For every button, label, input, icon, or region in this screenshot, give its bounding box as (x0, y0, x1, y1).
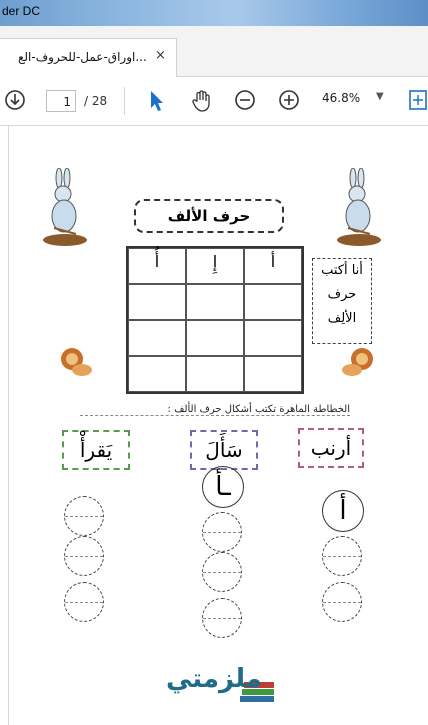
side-note-line: الألِف (327, 311, 357, 326)
page-total: / 28 (84, 94, 108, 108)
word-box: أرنب (298, 428, 364, 468)
grid-cell (186, 284, 244, 320)
toolbar-divider (124, 87, 125, 115)
zoom-select[interactable] (322, 91, 392, 111)
side-note-box (312, 258, 372, 344)
grid-cell: إِ (186, 248, 244, 284)
practice-circle (322, 536, 362, 576)
instruction-text: الخطاطة الماهرة تكتب أشكال حرف الألف : (80, 404, 350, 416)
grid-cell (244, 356, 302, 392)
grid-cell (186, 356, 244, 392)
practice-circle (202, 552, 242, 592)
zoom-out-icon[interactable] (234, 89, 256, 111)
grid-cell (186, 320, 244, 356)
word-box: يَقرأْ (62, 430, 130, 470)
grid-cell (128, 284, 186, 320)
grid-cell: أ (244, 248, 302, 284)
zoom-in-icon[interactable] (278, 89, 300, 111)
rabbit-illustration (334, 168, 384, 248)
hand-tool-icon[interactable] (190, 89, 214, 113)
practice-circle (64, 536, 104, 576)
worksheet-title: حرف الألف (134, 199, 284, 233)
select-cursor-icon[interactable] (148, 89, 166, 113)
page-border (8, 126, 9, 725)
tab-label: اوراق-عمل-للحروف-الع... (18, 50, 147, 64)
zoom-value: 46.8% (322, 91, 361, 105)
word-box: سَأَلَ (190, 430, 258, 470)
grid-cell: أُ (128, 248, 186, 284)
side-note-line: أنا أكتب (321, 263, 363, 278)
practice-circle (202, 512, 242, 552)
practice-circle (64, 582, 104, 622)
practice-circle (202, 598, 242, 638)
toolbar (0, 77, 428, 126)
close-icon[interactable]: × (155, 48, 166, 63)
rabbit-illustration (40, 168, 90, 248)
practice-circle (322, 582, 362, 622)
window-titlebar (0, 0, 428, 26)
grid-cell (244, 320, 302, 356)
practice-circle (64, 496, 104, 536)
tab-document[interactable] (0, 38, 177, 77)
grid-cell (244, 284, 302, 320)
letter-circle: أ (322, 490, 364, 532)
lion-illustration (58, 346, 94, 380)
chevron-down-icon: ▼ (376, 91, 384, 102)
page-number-input[interactable]: 1 (46, 90, 76, 112)
letter-circle: ـأ (202, 466, 244, 508)
tab-bar (0, 26, 428, 77)
site-logo: ملزمتي (166, 664, 262, 694)
letter-grid (126, 246, 304, 394)
side-note-line: حرف (327, 287, 357, 302)
window-title: der DC (2, 4, 41, 18)
download-icon[interactable] (4, 89, 26, 111)
grid-cell (128, 356, 186, 392)
grid-cell (128, 320, 186, 356)
lion-illustration (340, 346, 376, 380)
fit-page-icon[interactable] (408, 89, 428, 111)
